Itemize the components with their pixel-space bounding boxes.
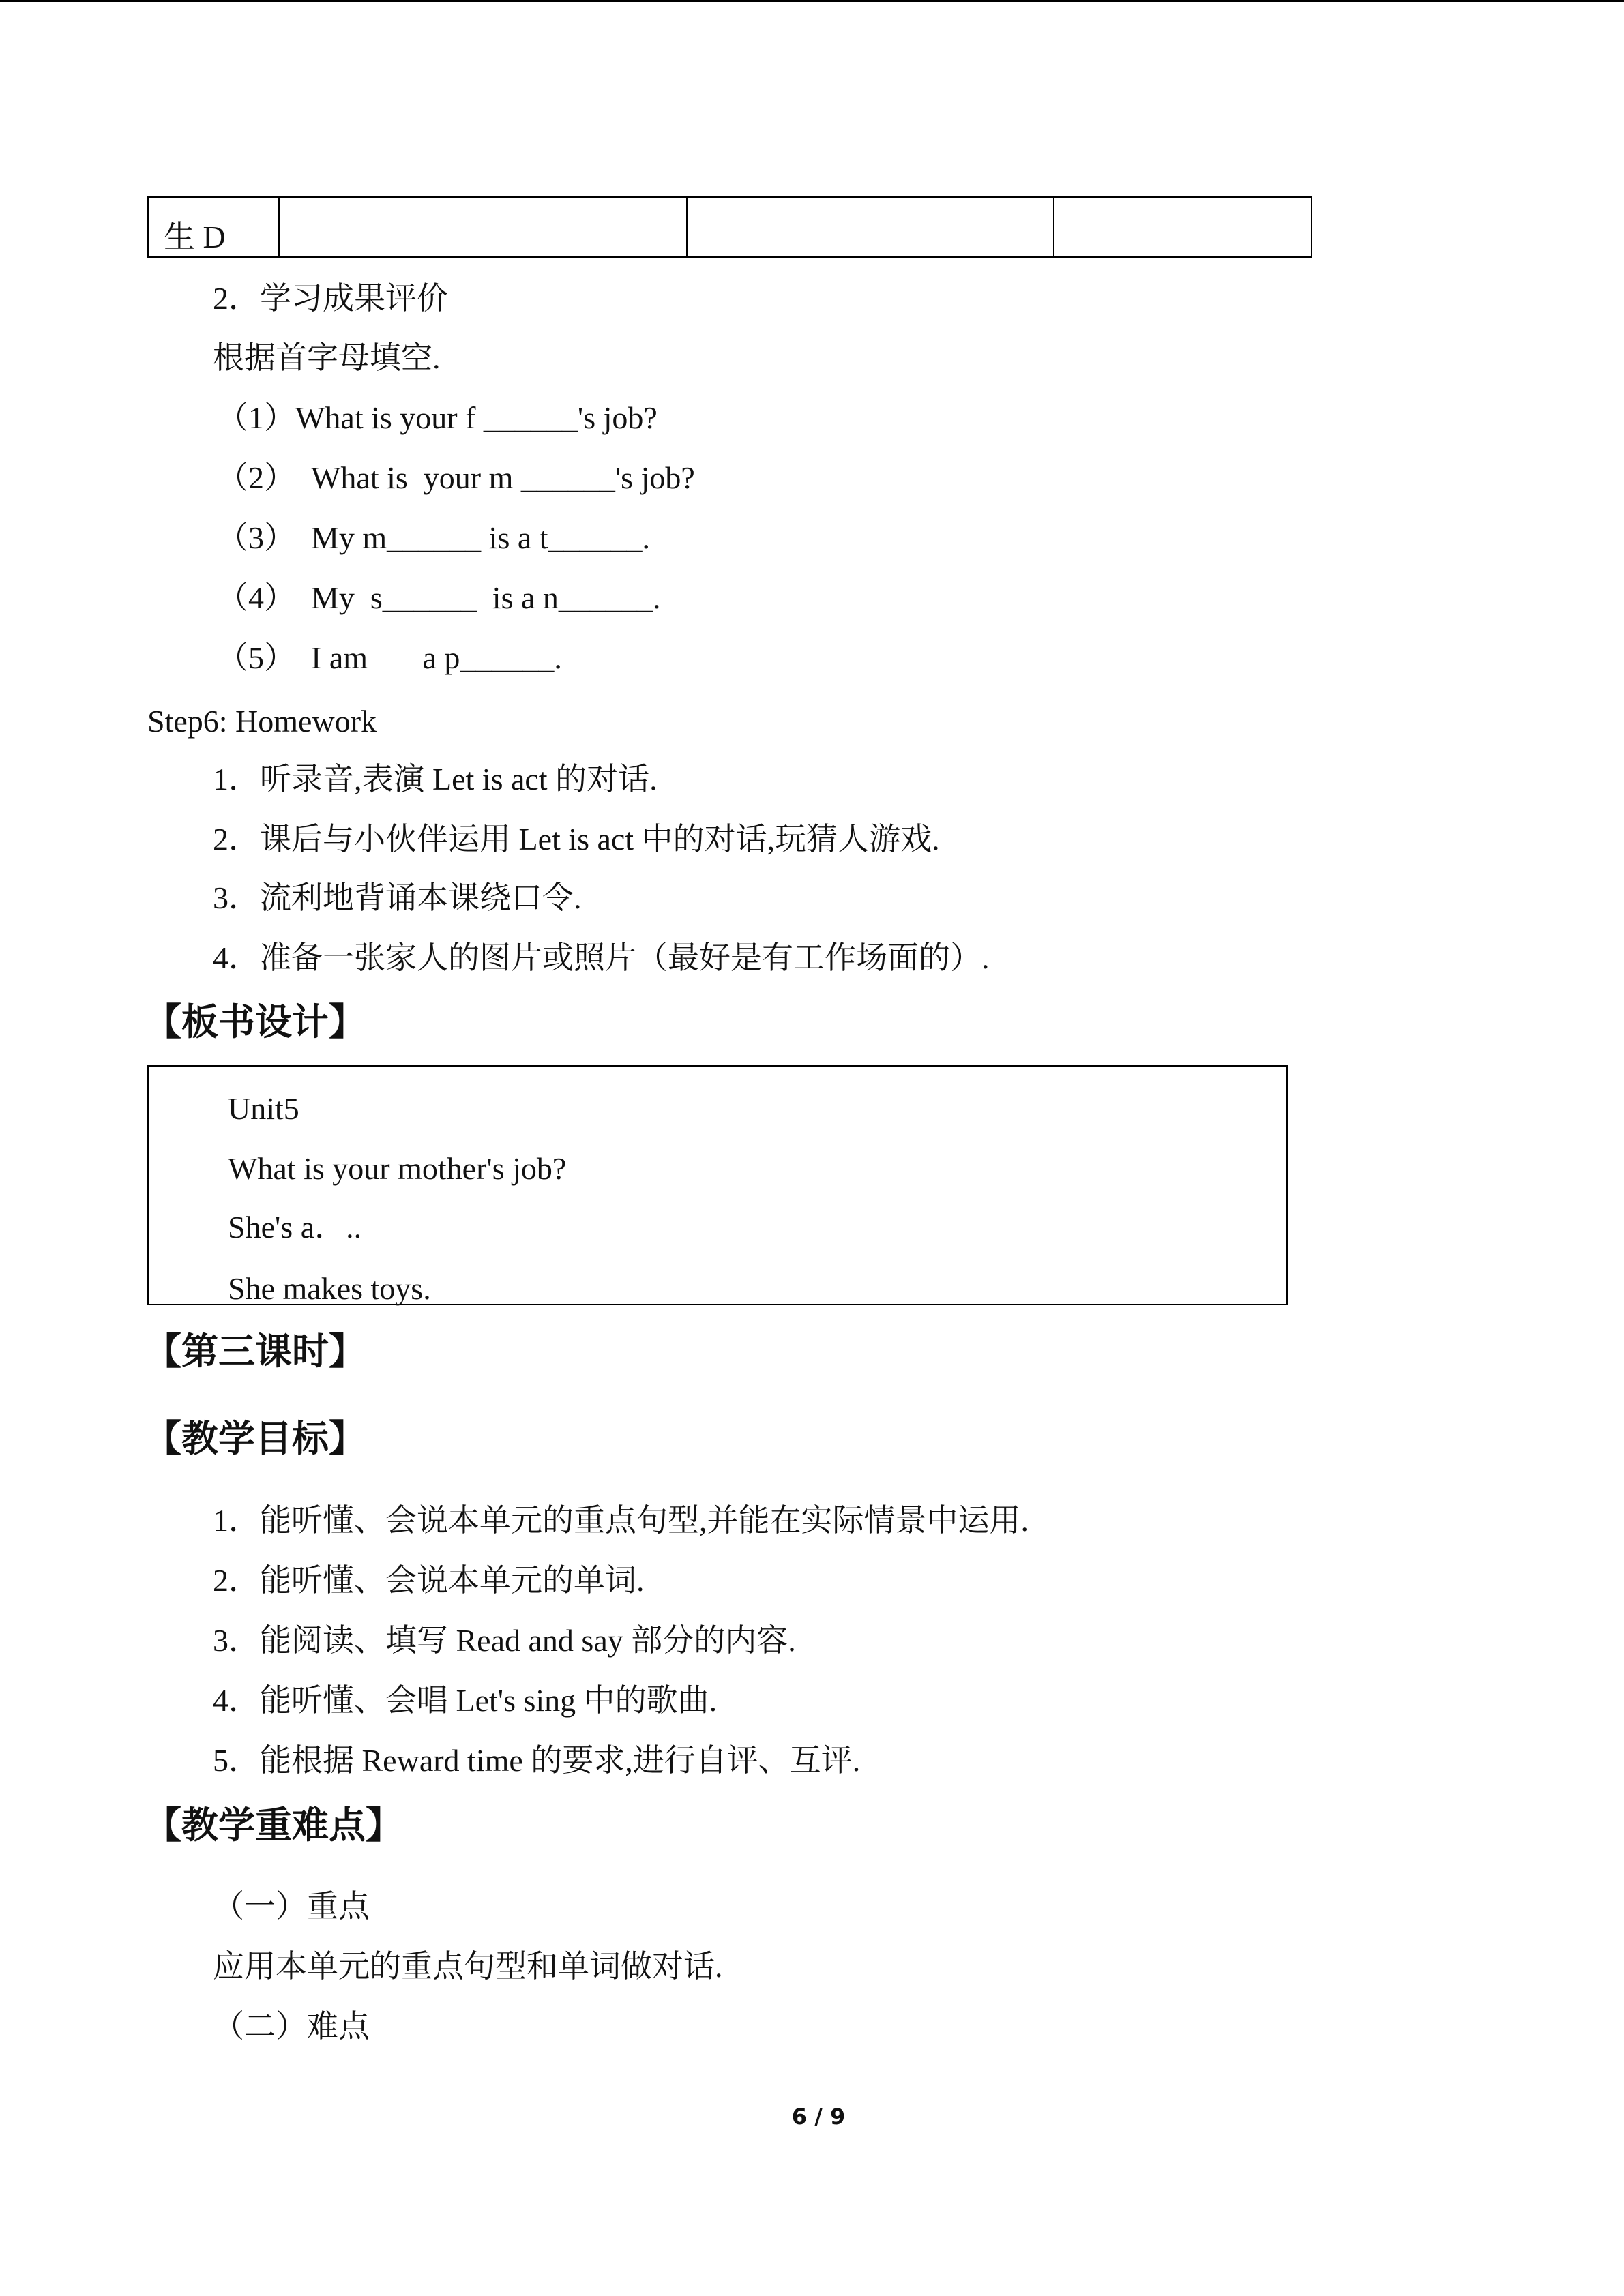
board-line-1: Unit5	[228, 1091, 299, 1126]
fill-item-1: （1）What is your f ______'s job?	[217, 400, 658, 435]
board-line-2: What is your mother's job?	[228, 1151, 567, 1186]
objective-item-5: 5．能根据 Reward time 的要求,进行自评、互评.	[213, 1743, 861, 1778]
homework-item-2: 2．课后与小伙伴运用 Let is act 中的对话,玩猜人游戏.	[213, 822, 940, 856]
board-design-heading: 【板书设计】	[145, 1000, 366, 1043]
assessment-title: 2．学习成果评价	[213, 281, 448, 316]
fill-item-4: （4） My s______ is a n______.	[217, 580, 661, 615]
table-cell	[1054, 197, 1312, 257]
fill-item-3: （3） My m______ is a t______.	[217, 520, 651, 555]
page-number: 6 / 9	[791, 2104, 846, 2130]
student-table	[147, 196, 1312, 258]
key-point-title: （一）重点	[213, 1889, 370, 1924]
board-line-3: She's a．..	[228, 1210, 362, 1244]
fill-item-5: （5） I am a p______.	[217, 640, 562, 675]
homework-title: Step6: Homework	[147, 704, 377, 739]
objective-item-1: 1．能听懂、会说本单元的重点句型,并能在实际情景中运用.	[213, 1503, 1029, 1538]
objective-item-4: 4．能听懂、会唱 Let's sing 中的歌曲.	[213, 1683, 718, 1718]
top-border-line	[0, 0, 1624, 2]
difficulty-title: （二）难点	[213, 2009, 370, 2044]
key-point-text: 应用本单元的重点句型和单词做对话.	[213, 1949, 723, 1984]
lesson3-heading: 【第三课时】	[145, 1330, 366, 1373]
homework-item-4: 4．准备一张家人的图片或照片（最好是有工作场面的）.	[213, 940, 990, 975]
homework-item-1: 1．听录音,表演 Let is act 的对话.	[213, 762, 658, 796]
table-cell: 生 D	[148, 197, 279, 257]
homework-item-3: 3．流利地背诵本课绕口令.	[213, 880, 582, 915]
table-cell	[687, 197, 1054, 257]
table-row	[148, 197, 1312, 257]
fill-item-2: （2） What is your m ______'s job?	[217, 460, 695, 495]
objective-item-2: 2．能听懂、会说本单元的单词.	[213, 1563, 645, 1598]
board-line-4: She makes toys.	[228, 1271, 431, 1306]
objective-item-3: 3．能阅读、填写 Read and say 部分的内容.	[213, 1623, 796, 1658]
key-points-heading: 【教学重难点】	[145, 1804, 402, 1847]
objectives-heading: 【教学目标】	[145, 1417, 366, 1460]
table-cell	[279, 197, 687, 257]
assessment-instruction: 根据首字母填空.	[213, 340, 441, 375]
